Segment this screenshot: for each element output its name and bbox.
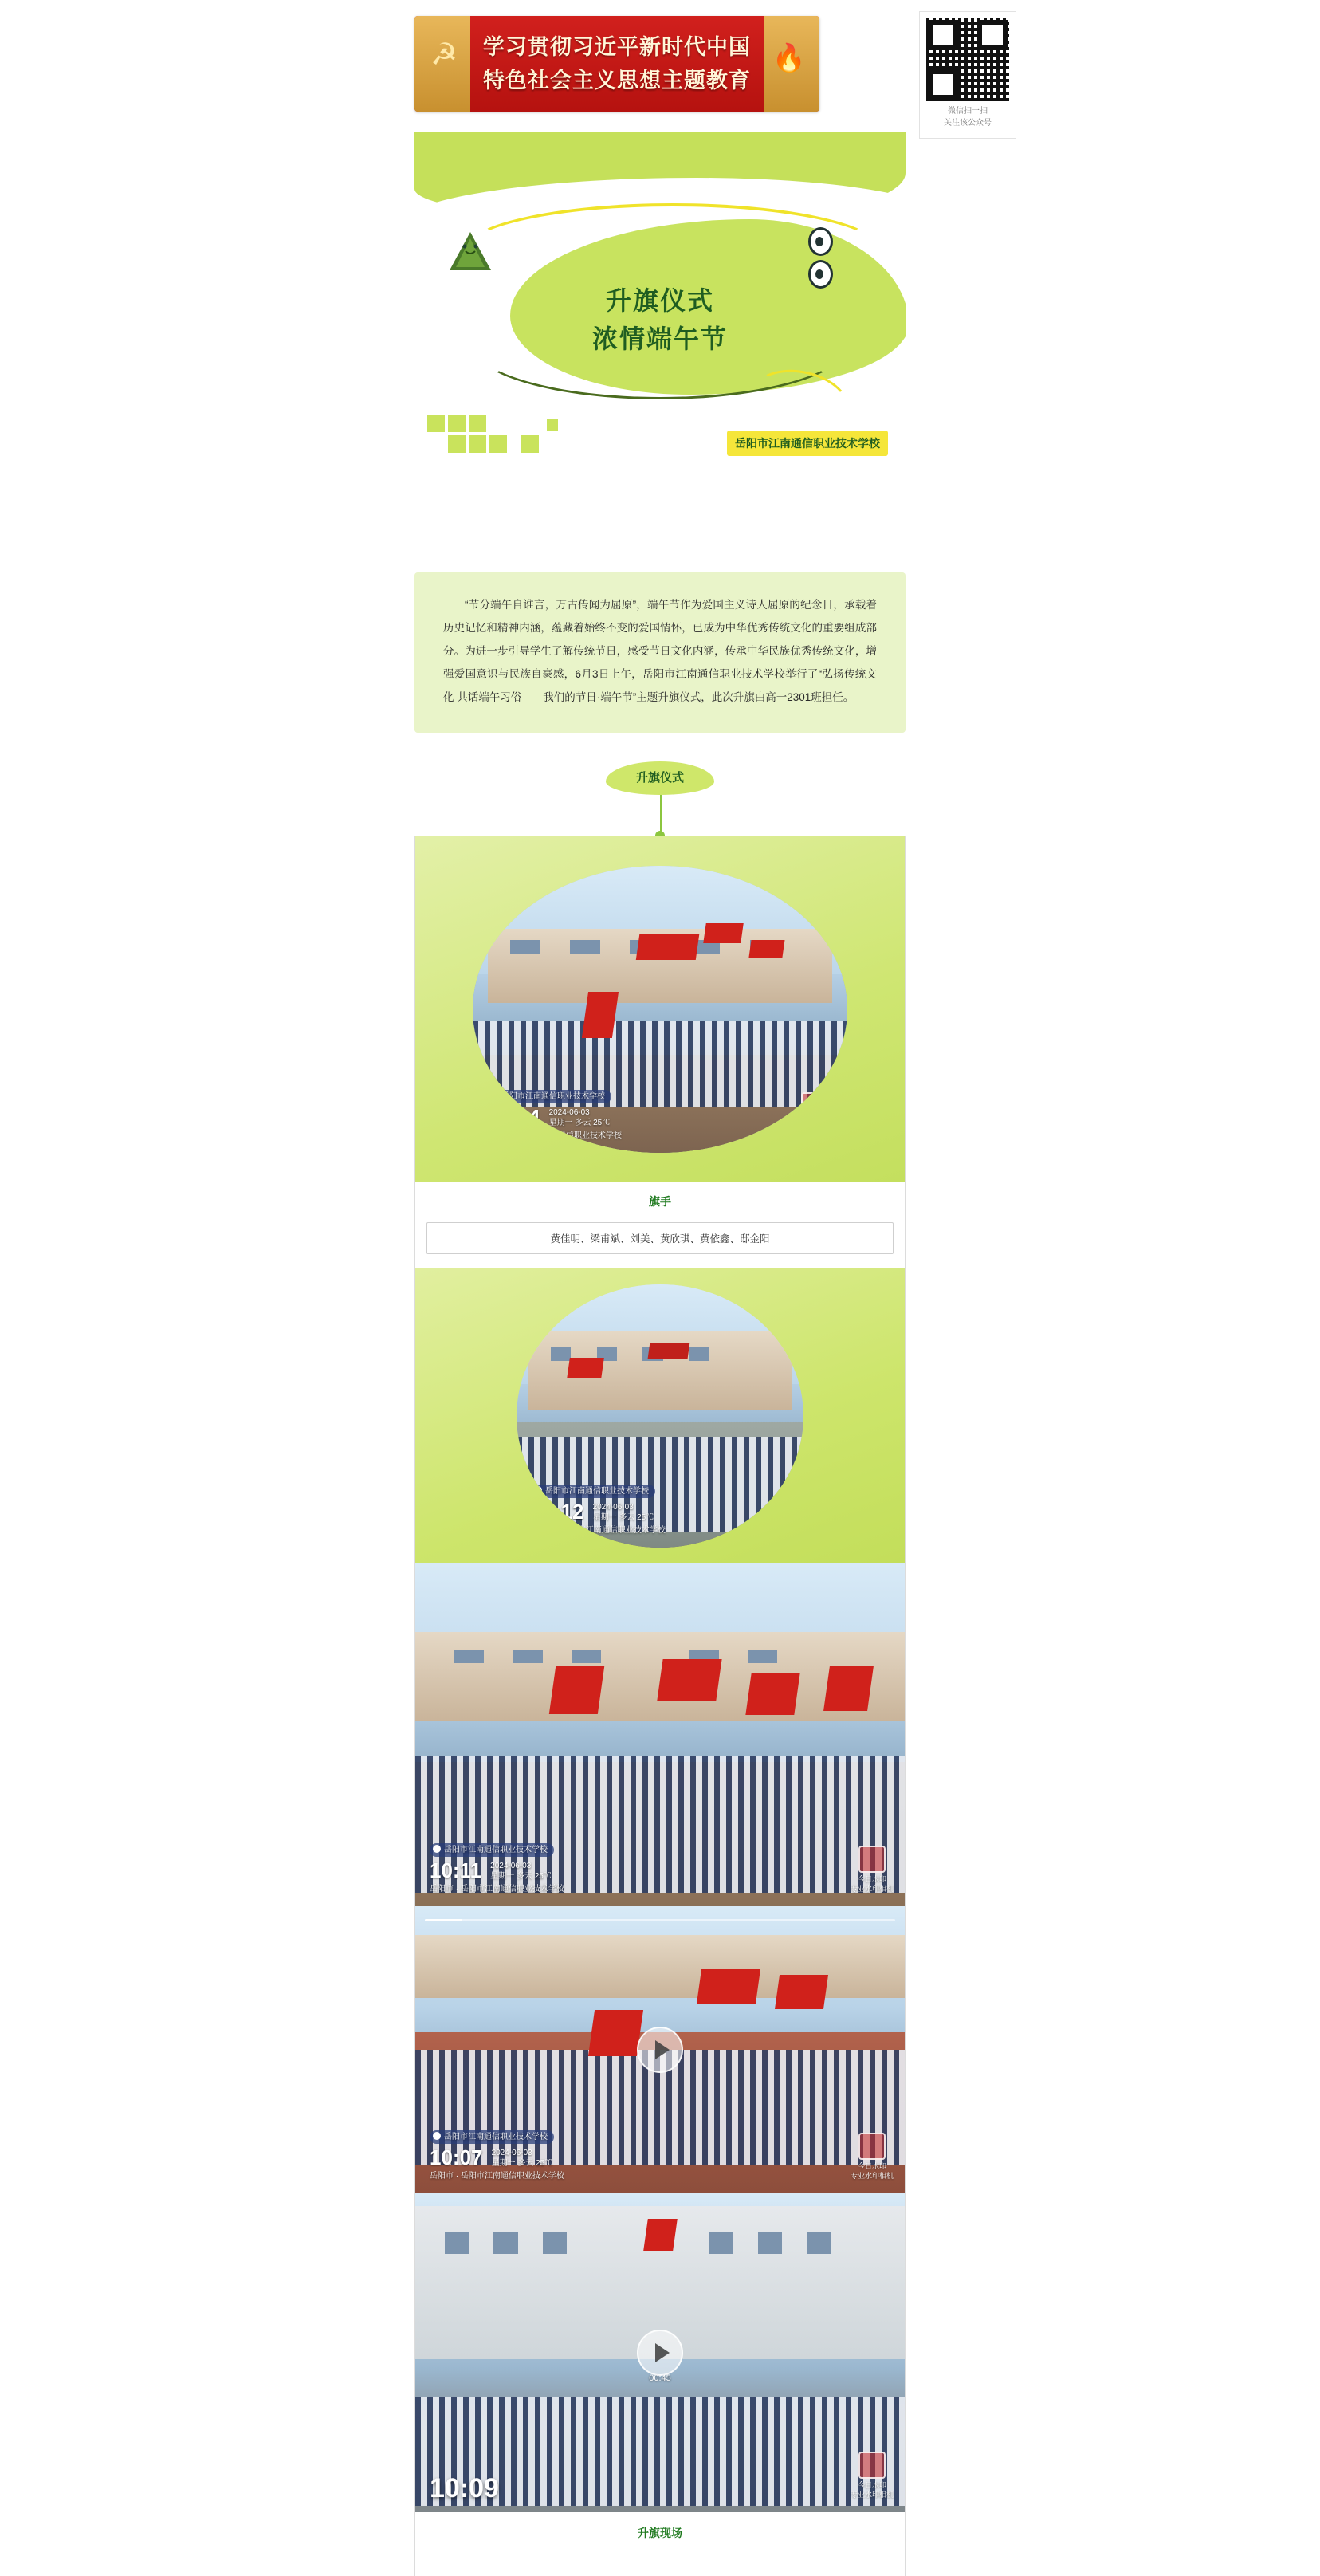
school-name-tag: 岳阳市江南通信职业技术学校 <box>727 431 888 456</box>
photo-block-2 <box>415 1268 905 1563</box>
photo-watermark-2 <box>531 1485 666 1536</box>
photo-watermark-1 <box>487 1090 622 1142</box>
photo-block-3 <box>415 1563 905 1906</box>
photo-block-1 <box>415 836 905 1254</box>
watermark-badge-5 <box>851 2452 894 2499</box>
watermark-place-2: 岳阳市 · 岳阳市江南通信职业技术学校 <box>531 1526 666 1535</box>
watermark-title-3: 岳阳市江南通信职业技术学校 <box>444 1846 548 1854</box>
banner-line-2: 特色社会主义思想主题教育 <box>483 69 751 92</box>
zongzi-icon <box>445 227 496 278</box>
watermark-date-4: 2024-06-03 <box>491 2149 532 2157</box>
photo-content-frame <box>414 836 906 2576</box>
watermark-badge-line2-3: 专业水印相机 <box>850 1885 894 1893</box>
wechat-qr-card[interactable] <box>919 11 1016 139</box>
mosaic-decoration <box>427 415 587 470</box>
watermark-weather-4: 星期一 多云 25℃ <box>491 2159 553 2168</box>
section-label-flag-ceremony: 升旗仪式 <box>606 761 714 795</box>
video-progress-bar-4[interactable] <box>425 1919 895 1921</box>
play-button-4[interactable] <box>637 2027 683 2073</box>
hero-illustration <box>414 132 906 538</box>
watermark-title-4: 岳阳市江南通信职业技术学校 <box>444 2133 548 2141</box>
watermark-badge-line2-4: 专业水印相机 <box>850 2172 894 2180</box>
assembly-photo[interactable] <box>415 1268 905 1563</box>
play-button-5[interactable] <box>637 2330 683 2376</box>
page-title-line-2: 浓情端午节 <box>591 324 728 353</box>
campaign-banner <box>414 16 819 112</box>
watermark-time-5: 10:09 <box>430 2473 499 2503</box>
intro-paragraph: “节分端午自谁言，万古传闻为屈原”，端午节作为爱国主义诗人屈原的纪念日，承载着历史记忆和精神内涵，蕴藏着始终不变的爱国情怀，已成为中华优秀传统文化的重要组成部分。为进一步引导学生了解传统节日，感受节日文化内涵，传承中华民族优秀传统文化，增强爱国意识与民族自豪感，6月3日上午，岳阳市江南通信职业技术学校举行了“弘扬传统文化 共话端午习俗——我们的节日·端午节”主题升旗仪式，此次升旗由高一2301班担任。 <box>443 599 877 703</box>
watermark-badge-line2-5: 专业水印相机 <box>850 2491 894 2499</box>
playground-ceremony-photo[interactable] <box>415 1563 905 1906</box>
watermark-time-2: 10:12 <box>531 1500 584 1524</box>
qr-code-icon <box>926 18 1009 101</box>
watermark-date-2: 2024-06-03 <box>592 1503 634 1512</box>
torch-icon: 🔥 <box>772 43 807 73</box>
photo-caption-1: 旗手 <box>415 1182 905 1222</box>
watermark-time-3: 10:11 <box>430 1858 482 1882</box>
photo-watermark-3 <box>430 1843 564 1895</box>
watermark-badge-line1-3: 今日水印 <box>857 1875 886 1883</box>
watermark-title-1: 岳阳市江南通信职业技术学校 <box>501 1091 605 1101</box>
watermark-weather-1: 星期一 多云 25℃ <box>548 1118 611 1127</box>
watermark-badge-line2-1: 专业水印相机 <box>792 1131 836 1139</box>
intro-paragraph-card <box>414 572 906 733</box>
watermark-title-2: 岳阳市江南通信职业技术学校 <box>545 1487 649 1496</box>
watermark-badge-1 <box>793 1092 836 1140</box>
watermark-time-4: 10:07 <box>430 2145 483 2169</box>
photo-block-5 <box>415 2193 905 2544</box>
watermark-date-3: 2024-06-03 <box>490 1862 532 1870</box>
qr-caption-line-1: 微信扫一扫 <box>948 107 988 116</box>
page-title <box>414 281 906 358</box>
flag-raising-site-video[interactable] <box>415 2193 905 2512</box>
watermark-badge-line1-5: 今日水印 <box>857 2481 886 2489</box>
flag-bearers-photo[interactable] <box>415 836 905 1182</box>
watermark-place-4: 岳阳市 · 岳阳市江南通信职业技术学校 <box>430 2172 564 2181</box>
party-emblem-icon: ☭ <box>430 38 458 72</box>
qr-caption <box>920 105 1016 129</box>
qr-caption-line-2: 关注该公众号 <box>944 119 992 128</box>
flag-march-video[interactable] <box>415 1906 905 2193</box>
watermark-badge-3 <box>851 1846 894 1894</box>
flag-bearer-name-list: 黄佳明、梁甫斌、刘美、黄欣琪、黄依鑫、邸金阳 <box>426 1222 894 1254</box>
watermark-weather-2: 星期一 多云 25℃ <box>592 1513 654 1522</box>
photo-caption-5: 升旗现场 <box>638 2527 682 2539</box>
page-title-line-1: 升旗仪式 <box>605 286 714 315</box>
watermark-date-1: 2024-06-03 <box>548 1107 590 1117</box>
video-duration-5: 00:45 <box>649 2373 671 2383</box>
section-connector-line <box>660 795 662 835</box>
banner-text <box>470 30 764 97</box>
photo-watermark-4 <box>430 2130 564 2182</box>
watermark-time-1: 10:04 <box>487 1104 540 1129</box>
watermark-place-1: 岳阳市 · 岳阳市江南通信职业技术学校 <box>487 1131 622 1140</box>
watermark-badge-line1-4: 今日水印 <box>857 2162 886 2170</box>
banner-line-1: 学习贯彻习近平新时代中国 <box>483 35 751 59</box>
watermark-weather-3: 星期一 多云 25℃ <box>490 1872 552 1881</box>
watermark-badge-line1-1: 今日水印 <box>799 1121 829 1130</box>
watermark-badge-4 <box>851 2133 894 2181</box>
cartoon-eyes-icon <box>808 227 856 256</box>
watermark-place-3: 岳阳市 · 岳阳市江南通信职业技术学校 <box>430 1885 564 1894</box>
photo-block-4 <box>415 1906 905 2193</box>
